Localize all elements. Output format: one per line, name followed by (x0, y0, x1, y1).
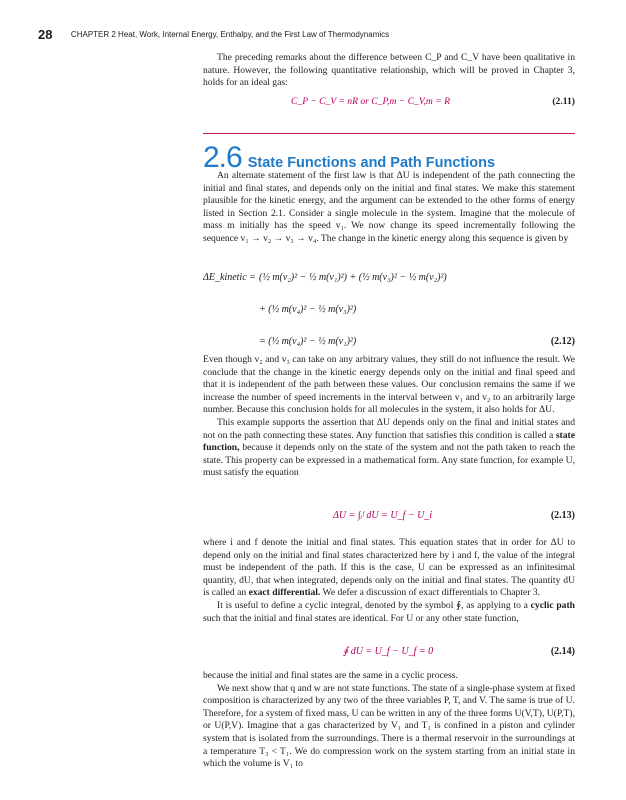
equation-2-11-number: (2.11) (552, 95, 575, 107)
paragraph-4a: where i and f denote the initial and final states. This equation states that in order for ΔU to depend only on the initial and final states characterized here by i and f, the value of the integral must be independent of the path. If this is the case, U can be expressed as an infinitesimal quantity, dU, that when integrated, depends only on the initial and final states. The quantity dU is called an (203, 537, 575, 599)
equation-2-12-line3: = (½ m(v₄)² − ½ m(v₁)²) (259, 336, 357, 347)
section-divider (203, 133, 575, 134)
paragraph-5a: It is useful to define a cyclic integral, denoted by the symbol ∮, as applying to a (217, 599, 531, 611)
equation-2-12-number: (2.12) (550, 336, 575, 347)
paragraph-4 (203, 537, 575, 600)
p6-block (203, 670, 575, 771)
section-title: State Functions and Path Functions (247, 155, 496, 171)
paragraph-3b: because it depends only on the state of the system and not the path taken to reach the state. This property can be expressed in a mathematical form. Any state function, for example U, must satisfy the equation (203, 442, 575, 479)
equation-2-12-line2: + (½ m(v₄)² − ½ m(v₃)²) (259, 304, 357, 315)
paragraph-6: because the initial and final states are the same in a cyclic process. (203, 670, 458, 681)
paragraph-7: We next show that q and w are not state functions. The state of a single-phase system at fixed composition is characterized by any two of the three variables P, T, and V. The same is true of U. Therefore, for a system of fixed mass, U can be written in any of the three forms U(V,T), U(P,T), or U(P,V). Imagine that a gas characterized by V₁ and T₁ is confined in a piston and cylinder system that is isolated from the surroundings. There is a thermal reservoir in the surroundings at a temperature T₃ < T₁. We do compression work on the system starting from an initial state in which the volume is V₁ to (203, 682, 575, 770)
equation-2-12-line1: (½ m(v₂)² − ½ m(v₁)²) + (½ m(v₃)² − ½ m(v₂)²) (259, 272, 447, 283)
intro-block (203, 52, 575, 110)
paragraph-2: Even though v₂ and v₃ can take on any arbitrary values, they still do not influence the result. We conclude that the change in the kinetic energy depends only on the initial and final speed and that it is independent of the path between these values. Our conclusion remains the same if we increase the number of speed increments in the interval between v₁ and v₂ to an arbitrarily large number. Because this conclusion holds for all molecules in the system, it also holds for ΔU. (203, 354, 575, 416)
equation-2-14-number: (2.14) (550, 646, 575, 657)
equation-2-13-number: (2.13) (550, 510, 575, 521)
equation-2-13-body: ΔU = ∫ᵢᶠ dU = U_f − U_i (333, 510, 433, 521)
paragraph-4b: We defer a discussion of exact differentials to Chapter 3. (320, 587, 541, 599)
p4-block (203, 537, 575, 625)
intro-paragraph: The preceding remarks about the difference between C_P and C_V have been qualitative in nature. However, the following quantitative relationship, which will be proved in Chapter 3, holds for an ideal gas: (203, 52, 575, 89)
paragraph-3a: This example supports the assertion that ΔU depends only on the final and initial states and not on the path connecting these states. Any function that satisfies this condition is called a (203, 416, 575, 441)
term-exact-differential: exact differential. (248, 587, 321, 599)
term-cyclic-path: cyclic path (530, 599, 576, 611)
paragraph-5b: such that the initial and final states are identical. For U or any other state function, (203, 612, 519, 624)
equation-2-12-lhs: ΔE_kinetic = (203, 272, 256, 283)
equation-2-11 (203, 96, 575, 110)
paragraph-1: An alternate statement of the first law is that ΔU is independent of the path connecting the initial and final states, and depends only on the initial and final states. We make this statement plausible for the kinetic energy, and the argument can be extended to the other forms of energy listed in Section 2.1. Consider a single molecule in the system. Imagine that the molecule of mass m initially has the speed v₁. We now change its speed incrementally following the sequence v₁ → v₂ → v₃ → v₄. The change in the kinetic energy along this sequence is given by (203, 170, 575, 244)
paragraph-5 (203, 600, 575, 625)
page-number: 28 (38, 27, 53, 42)
section-number: 2.6 (203, 141, 242, 174)
paragraph-3 (203, 417, 575, 480)
equation-2-14 (203, 642, 575, 668)
term-state-function: state function, (203, 429, 575, 454)
p2-block (203, 354, 575, 480)
equation-2-12 (203, 262, 575, 354)
equation-2-14-body: ∮ dU = U_f − U_f = 0 (343, 646, 434, 657)
equation-2-11-body: C_P − C_V = nR or C_P,m − C_V,m = R (291, 95, 450, 107)
page-header (38, 26, 389, 44)
equation-2-13 (203, 504, 575, 534)
p1-block (203, 170, 575, 246)
running-head: CHAPTER 2 Heat, Work, Internal Energy, Enthalpy, and the First Law of Thermodynamics (70, 30, 390, 39)
